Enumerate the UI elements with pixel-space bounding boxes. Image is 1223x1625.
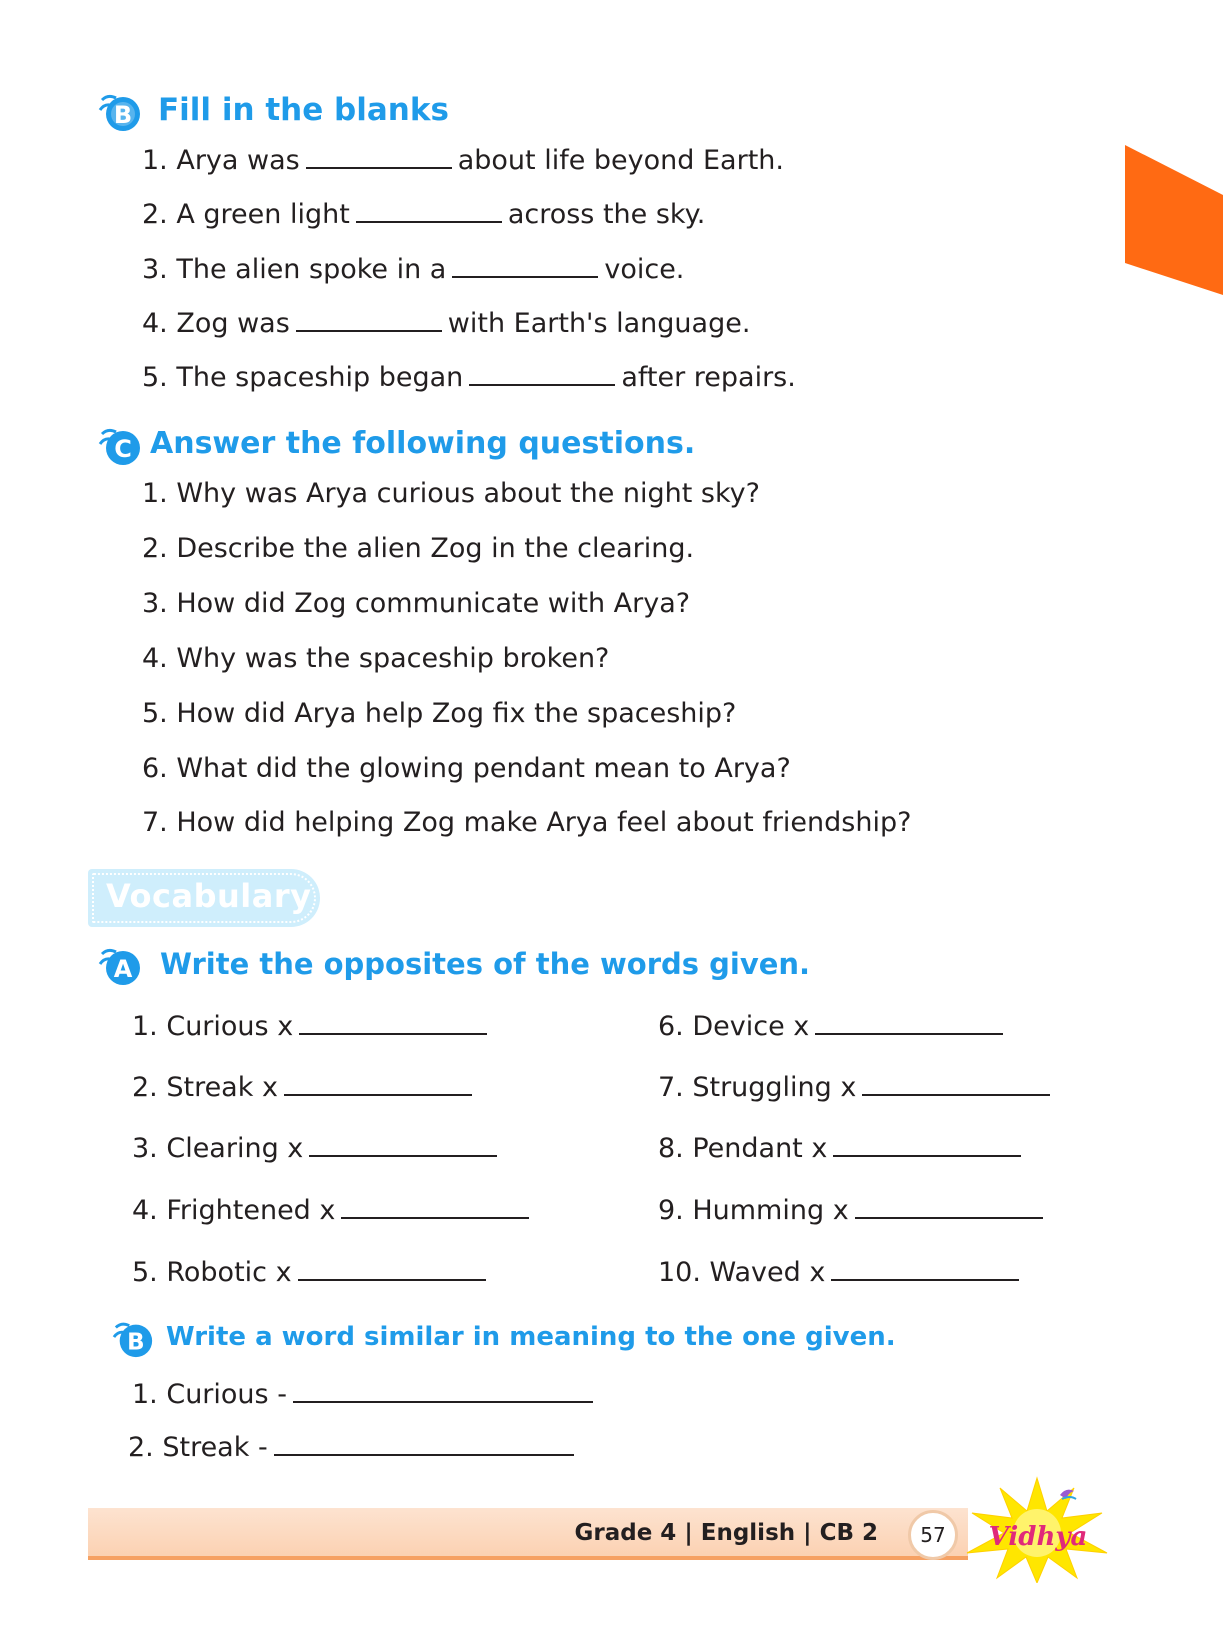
fill-blank-text-after: about life beyond Earth. bbox=[457, 145, 784, 176]
fill-blank-item-5 bbox=[142, 362, 796, 394]
vocabulary-header bbox=[88, 869, 320, 927]
similar-item-1 bbox=[132, 1379, 599, 1411]
opposite-answer-line[interactable] bbox=[855, 1195, 1043, 1219]
vocab-a-badge-letter: A bbox=[113, 955, 133, 983]
vocab-b-title: Write a word similar in meaning to the one given. bbox=[166, 1322, 896, 1352]
opposite-item-9 bbox=[658, 1195, 1049, 1227]
fill-blank-text-before: 3. The alien spoke in a bbox=[142, 254, 447, 285]
fill-blank-text-before: 5. The spaceship began bbox=[142, 362, 464, 393]
opposite-item-8 bbox=[658, 1133, 1027, 1165]
fill-blank-line[interactable] bbox=[296, 308, 442, 332]
footer-separator: | bbox=[684, 1520, 693, 1546]
opposite-answer-line[interactable] bbox=[309, 1133, 497, 1157]
opposite-answer-line[interactable] bbox=[815, 1011, 1003, 1035]
fill-blank-line[interactable] bbox=[469, 362, 615, 386]
opposite-word: 4. Frightened x bbox=[132, 1195, 336, 1226]
opposite-answer-line[interactable] bbox=[299, 1011, 487, 1035]
opposite-word: 9. Humming x bbox=[658, 1195, 849, 1226]
fill-blank-item-4 bbox=[142, 308, 750, 340]
opposite-word: 6. Device x bbox=[658, 1011, 810, 1042]
footer-edge bbox=[88, 1556, 968, 1560]
opposite-answer-line[interactable] bbox=[862, 1072, 1050, 1096]
opposite-word: 8. Pendant x bbox=[658, 1133, 828, 1164]
vocab-a-badge-icon bbox=[98, 944, 144, 988]
fill-blank-line[interactable] bbox=[452, 254, 598, 278]
fill-blank-item-1 bbox=[142, 145, 784, 177]
footer-book-info bbox=[574, 1520, 878, 1546]
fill-blank-item-2 bbox=[142, 199, 705, 231]
opposite-answer-line[interactable] bbox=[341, 1195, 529, 1219]
question-item-5: 5. How did Arya help Zog fix the spaceship? bbox=[142, 698, 737, 729]
fill-blank-text-after: after repairs. bbox=[621, 362, 796, 393]
section-c-title: Answer the following questions. bbox=[150, 426, 696, 461]
fill-blank-text-before: 1. Arya was bbox=[142, 145, 300, 176]
opposite-word: 2. Streak x bbox=[132, 1072, 278, 1103]
similar-word: 1. Curious - bbox=[132, 1379, 287, 1410]
footer-subject: English bbox=[700, 1520, 796, 1546]
fill-blank-line[interactable] bbox=[356, 199, 502, 223]
opposite-item-2 bbox=[132, 1072, 478, 1104]
opposite-word: 3. Clearing x bbox=[132, 1133, 304, 1164]
opposite-word: 1. Curious x bbox=[132, 1011, 294, 1042]
fill-blank-text-before: 4. Zog was bbox=[142, 308, 290, 339]
footer-grade: Grade 4 bbox=[574, 1520, 677, 1546]
fill-blank-text-after: voice. bbox=[604, 254, 685, 285]
opposite-item-3 bbox=[132, 1133, 503, 1165]
vocab-b-badge-letter: B bbox=[127, 1329, 145, 1356]
opposite-answer-line[interactable] bbox=[833, 1133, 1021, 1157]
similar-answer-line[interactable] bbox=[274, 1432, 574, 1456]
opposite-word: 7. Struggling x bbox=[658, 1072, 857, 1103]
opposite-item-5 bbox=[132, 1257, 492, 1289]
footer-separator: | bbox=[803, 1520, 812, 1546]
fill-blank-text-before: 2. A green light bbox=[142, 199, 350, 230]
opposite-word: 10. Waved x bbox=[658, 1257, 826, 1288]
similar-answer-line[interactable] bbox=[293, 1379, 593, 1403]
section-b-badge-letter: B bbox=[113, 101, 133, 129]
opposite-answer-line[interactable] bbox=[298, 1257, 486, 1281]
section-c-badge-icon bbox=[98, 424, 144, 468]
opposite-word: 5. Robotic x bbox=[132, 1257, 292, 1288]
vocab-b-badge-icon bbox=[112, 1318, 156, 1360]
opposite-answer-line[interactable] bbox=[284, 1072, 472, 1096]
opposite-item-1 bbox=[132, 1011, 493, 1043]
question-item-3: 3. How did Zog communicate with Arya? bbox=[142, 588, 691, 619]
fill-blank-text-after: with Earth's language. bbox=[447, 308, 751, 339]
section-b-badge-icon bbox=[98, 90, 144, 134]
question-item-2: 2. Describe the alien Zog in the clearing. bbox=[142, 533, 695, 564]
orange-corner-tab bbox=[1125, 145, 1223, 295]
footer-book: CB 2 bbox=[819, 1520, 878, 1546]
similar-word: 2. Streak - bbox=[128, 1432, 268, 1463]
opposite-item-4 bbox=[132, 1195, 535, 1227]
section-c-badge-letter: C bbox=[114, 435, 132, 463]
similar-item-2 bbox=[128, 1432, 580, 1464]
question-item-1: 1. Why was Arya curious about the night sky? bbox=[142, 478, 760, 509]
page-number: 57 bbox=[908, 1510, 958, 1560]
vocab-a-title: Write the opposites of the words given. bbox=[160, 947, 811, 981]
vidhya-brand-text: Vidhya bbox=[988, 1522, 1088, 1552]
opposite-item-10 bbox=[658, 1257, 1025, 1289]
fill-blank-item-3 bbox=[142, 254, 684, 286]
section-b-title: Fill in the blanks bbox=[158, 92, 449, 128]
fill-blank-text-after: across the sky. bbox=[507, 199, 706, 230]
fill-blank-line[interactable] bbox=[306, 145, 452, 169]
opposite-answer-line[interactable] bbox=[831, 1257, 1019, 1281]
vidhya-sun-logo bbox=[962, 1473, 1112, 1583]
opposite-item-6 bbox=[658, 1011, 1009, 1043]
vocabulary-label: Vocabulary bbox=[106, 877, 312, 915]
opposite-item-7 bbox=[658, 1072, 1056, 1104]
question-item-6: 6. What did the glowing pendant mean to Arya? bbox=[142, 753, 791, 784]
question-item-4: 4. Why was the spaceship broken? bbox=[142, 643, 610, 674]
question-item-7: 7. How did helping Zog make Arya feel about friendship? bbox=[142, 807, 912, 838]
